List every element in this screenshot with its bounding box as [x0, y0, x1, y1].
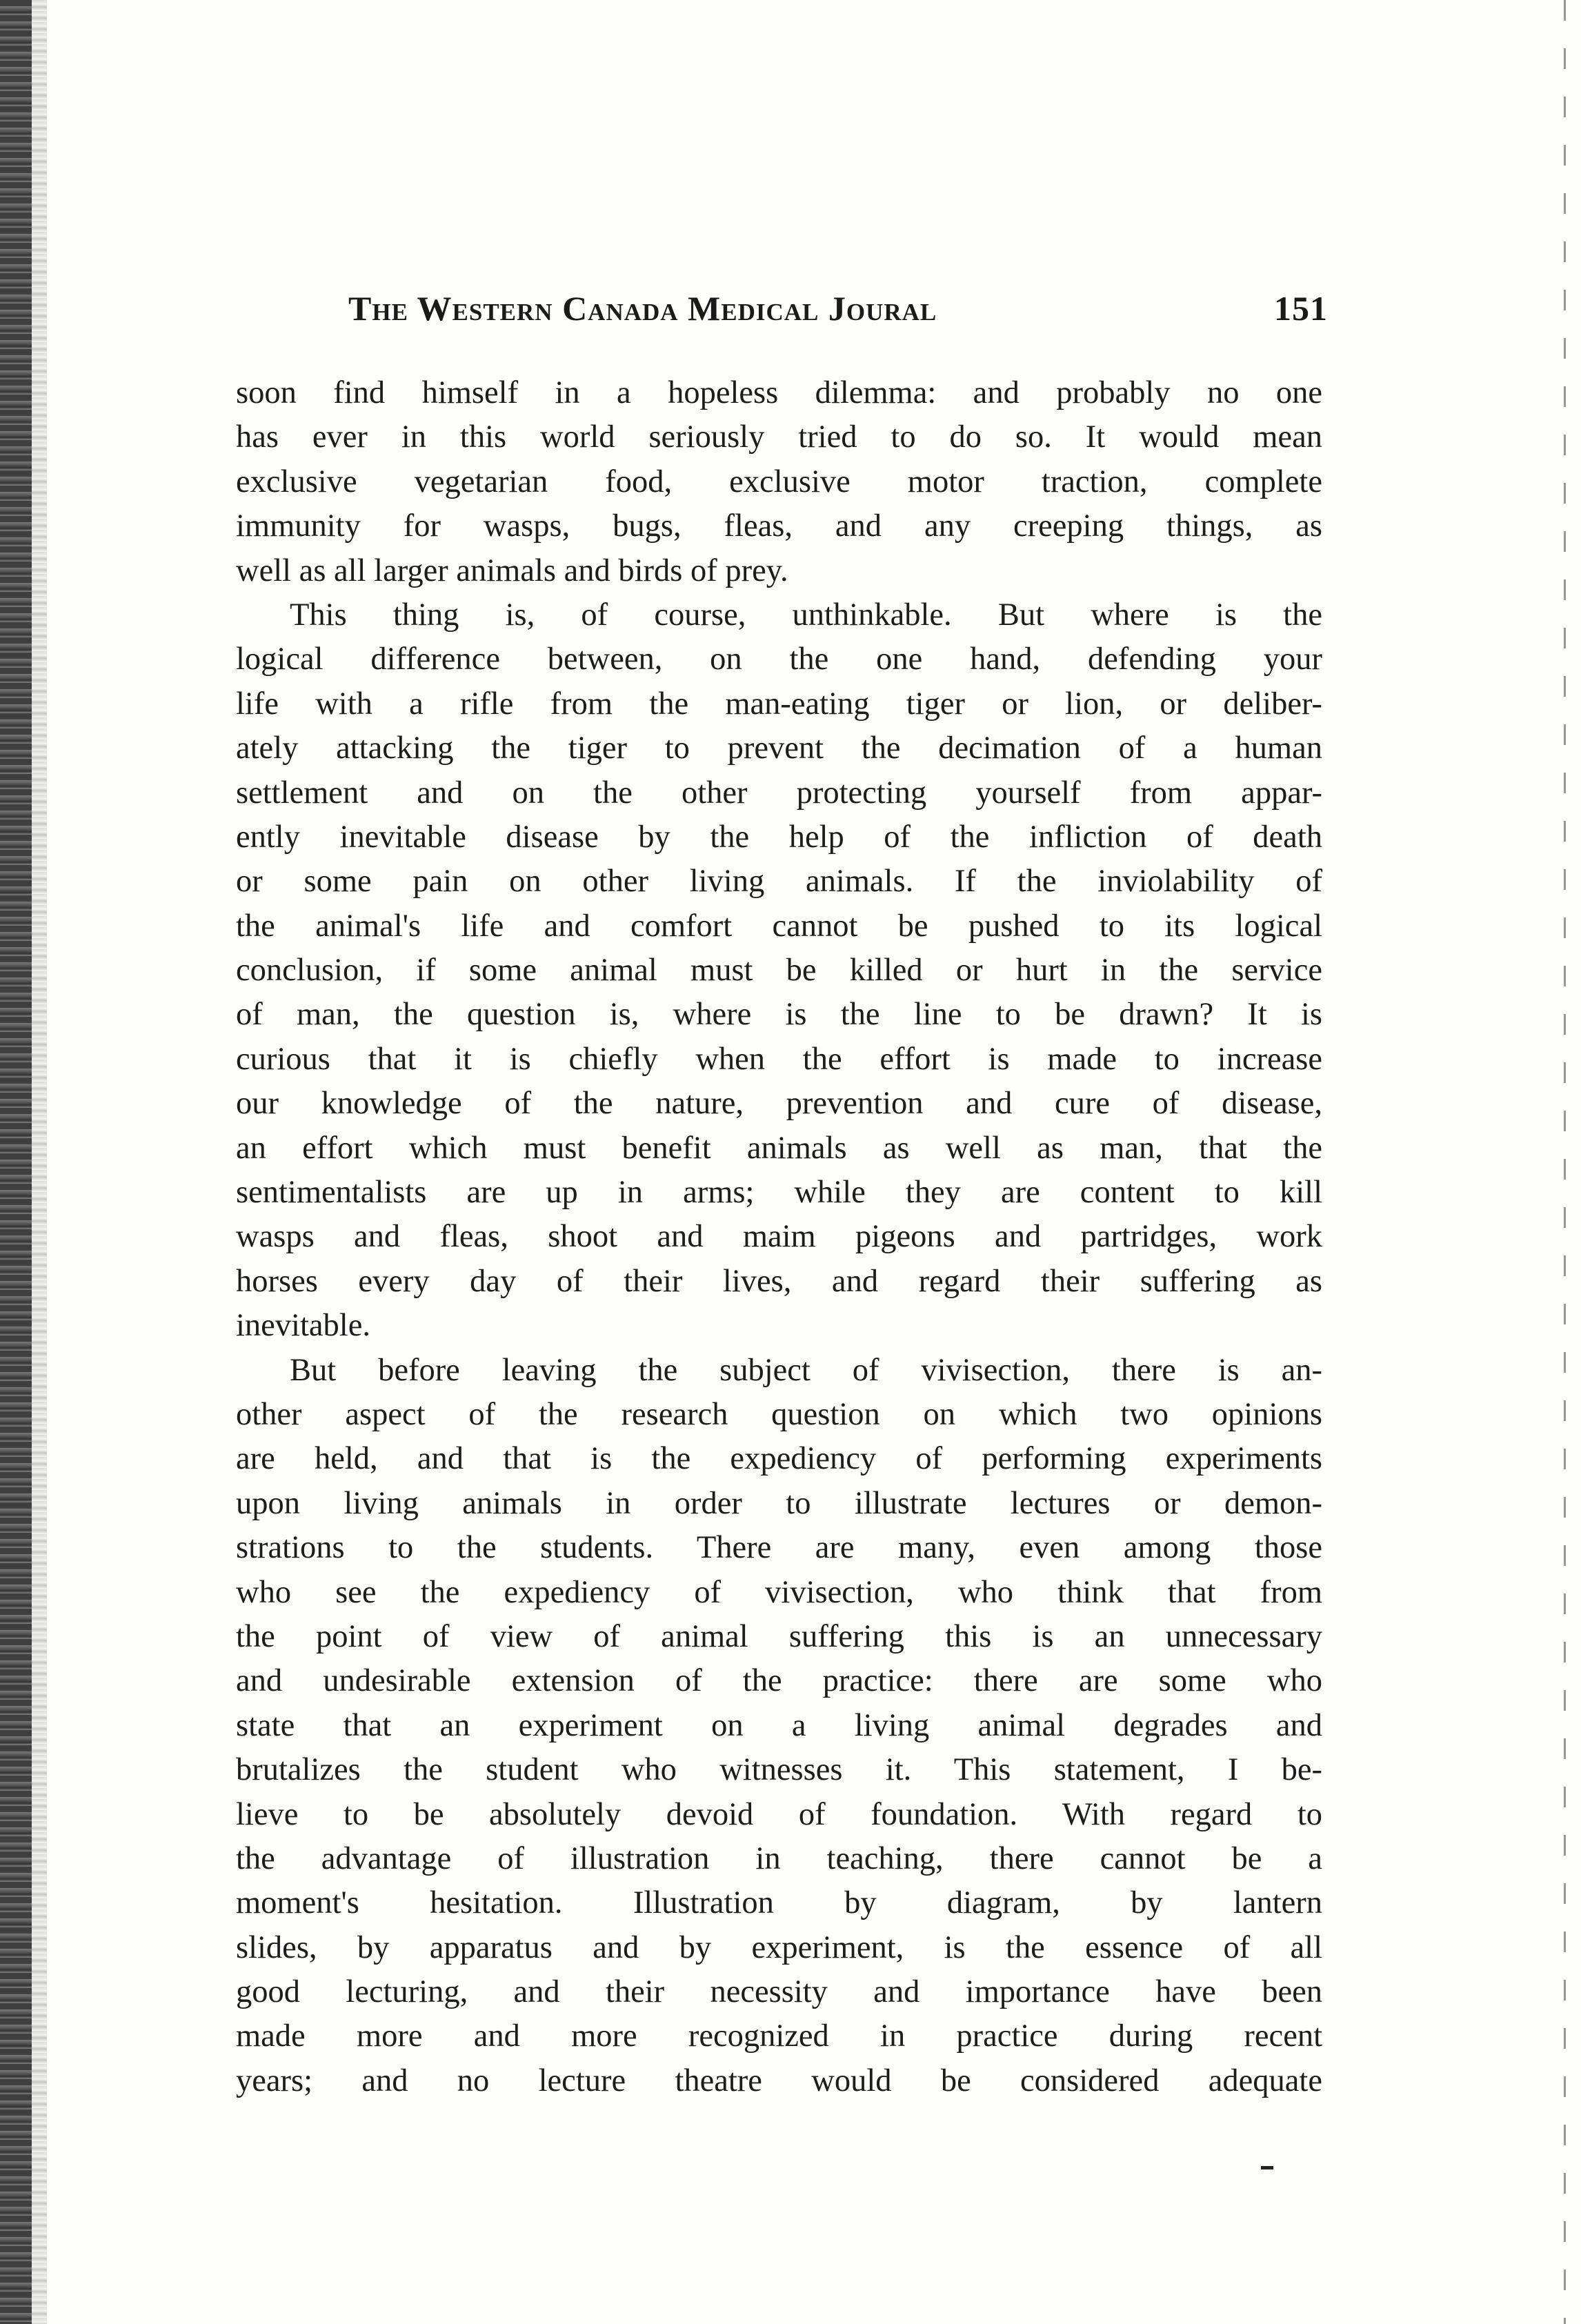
text-line: are held, and that is the expediency of performing experiments: [236, 1441, 1322, 1477]
text-line: immunity for wasps, bugs, fleas, and any creeping things, as: [236, 508, 1322, 544]
binding-edge: [0, 0, 32, 2324]
text-line: conclusion, if some animal must be killed or hurt in the service: [236, 953, 1322, 989]
text-line: lieve to be absolutely devoid of foundation. With regard to: [236, 1796, 1322, 1832]
body-text: [236, 371, 1322, 2103]
text-line: upon living animals in order to illustrate lectures or demon-: [236, 1485, 1322, 1521]
running-head: [348, 288, 1328, 337]
text-line: the point of view of animal suffering this is an unnecessary: [236, 1618, 1322, 1654]
binding-shadow: [32, 0, 47, 2324]
text-line: the advantage of illustration in teaching, there cannot be a: [236, 1840, 1322, 1876]
text-line: has ever in this world seriously tried to do so. It would mean: [236, 419, 1322, 455]
text-line: inevitable.: [236, 1308, 370, 1344]
text-line: of man, the question is, where is the line to be drawn? It is: [236, 997, 1322, 1033]
text-line: sentimentalists are up in arms; while they are content to kill: [236, 1175, 1322, 1211]
text-line: moment's hesitation. Illustration by diagram, by lantern: [236, 1885, 1322, 1921]
text-line: our knowledge of the nature, prevention and cure of disease,: [236, 1086, 1322, 1122]
text-line: who see the expediency of vivisection, who think that from: [236, 1574, 1322, 1610]
text-line: and undesirable extension of the practice: there are some who: [236, 1663, 1322, 1699]
text-line: soon find himself in a hopeless dilemma: and probably no one: [236, 375, 1322, 410]
text-line: But before leaving the subject of vivisection, there is an-: [290, 1352, 1322, 1388]
text-line: curious that it is chiefly when the effort is made to increase: [236, 1041, 1322, 1077]
text-line: life with a rifle from the man-eating tiger or lion, or deliber-: [236, 686, 1322, 722]
text-line: This thing is, of course, unthinkable. But where is the: [290, 597, 1322, 633]
text-line: horses every day of their lives, and regard their suffering as: [236, 1263, 1322, 1299]
text-line: wasps and fleas, shoot and maim pigeons and partridges, work: [236, 1219, 1322, 1255]
print-mark: [1261, 2166, 1273, 2169]
page-number: 151: [1274, 289, 1328, 328]
running-title: The Western Canada Medical Joural: [348, 289, 937, 328]
text-line: logical difference between, on the one hand, defending your: [236, 642, 1322, 677]
text-line: made more and more recognized in practice during recent: [236, 2018, 1322, 2054]
text-line: other aspect of the research question on which two opinions: [236, 1396, 1322, 1432]
text-line: exclusive vegetarian food, exclusive motor traction, complete: [236, 464, 1322, 499]
text-line: ately attacking the tiger to prevent the decimation of a human: [236, 731, 1322, 766]
text-line: slides, by apparatus and by experiment, is the essence of all: [236, 1929, 1322, 1965]
text-line: strations to the students. There are many, even among those: [236, 1530, 1322, 1566]
text-line: good lecturing, and their necessity and importance have been: [236, 1974, 1322, 2010]
text-line: settlement and on the other protecting yourself from appar-: [236, 775, 1322, 811]
text-line: state that an experiment on a living animal degrades and: [236, 1707, 1322, 1743]
text-line: well as all larger animals and birds of prey.: [236, 553, 788, 588]
text-line: the animal's life and comfort cannot be pushed to its logical: [236, 908, 1322, 944]
text-line: an effort which must benefit animals as well as man, that the: [236, 1130, 1322, 1166]
text-line: years; and no lecture theatre would be considered adequate: [236, 2063, 1322, 2098]
right-page-edge: [1564, 0, 1566, 2324]
text-line: or some pain on other living animals. If the inviolability of: [236, 864, 1322, 900]
text-line: ently inevitable disease by the help of the infliction of death: [236, 819, 1322, 855]
text-line: brutalizes the student who witnesses it. This statement, I be-: [236, 1752, 1322, 1788]
